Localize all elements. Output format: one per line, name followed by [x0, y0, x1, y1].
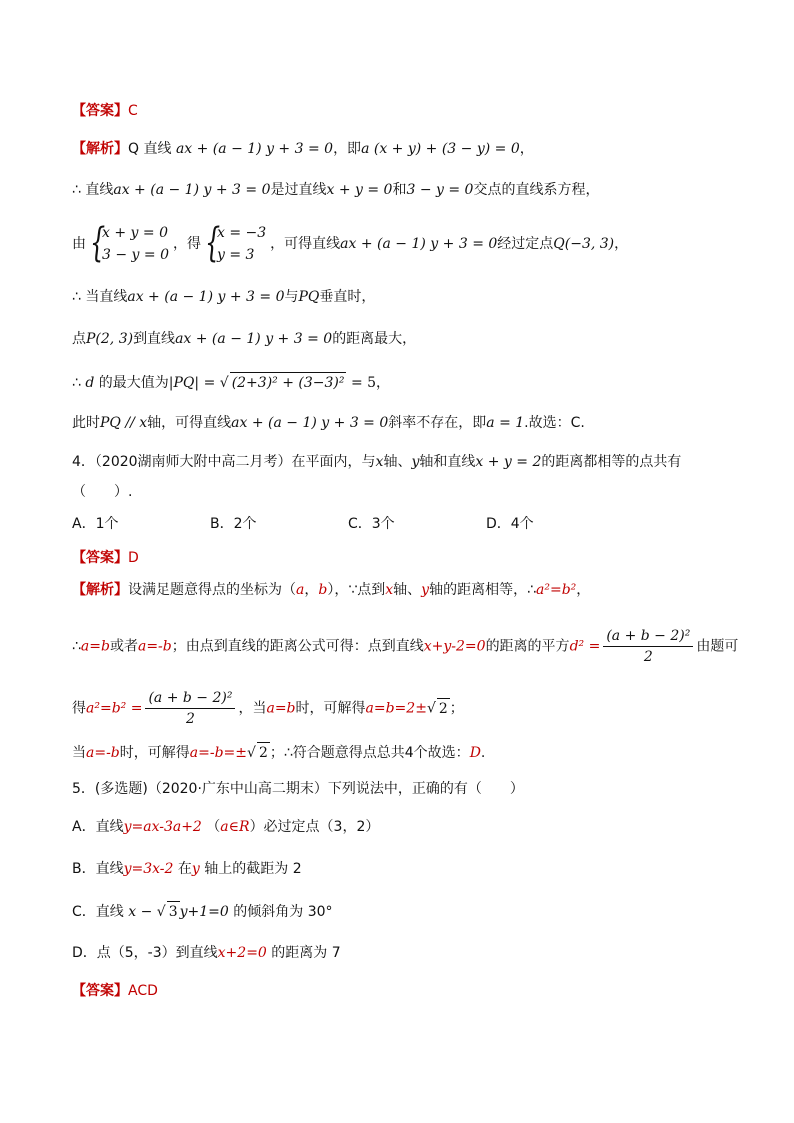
text: Q 直线: [128, 141, 172, 157]
text: 是过直线: [270, 182, 327, 198]
text: ，即: [333, 141, 362, 157]
sqrt-icon: √: [219, 375, 229, 391]
text: （: [206, 819, 221, 835]
text: 在: [177, 861, 192, 877]
sqrt-icon: √: [426, 700, 436, 717]
formula: x: [385, 582, 394, 598]
text: 经过定点: [497, 236, 554, 252]
answer-value: C: [128, 103, 138, 119]
fraction: [603, 626, 693, 667]
sqrt-content: (2+3)² + (3−3)²: [230, 372, 347, 393]
formula: P(2, 3): [86, 331, 134, 347]
text: D．点（5，-3）到直线: [72, 945, 218, 961]
text: ，: [614, 236, 629, 252]
system-row: x + y = 0: [102, 225, 168, 241]
text: 由: [72, 236, 86, 252]
text: 的倾斜角为 30°: [233, 904, 333, 920]
formula: x −: [128, 904, 153, 920]
text: B．直线: [72, 861, 124, 877]
text: ；∴符合题意得点总共4个故选：: [269, 745, 470, 761]
analysis-3-line-5: [72, 329, 416, 349]
formula: a²=b² =: [86, 700, 143, 717]
text: 轴上的截距为 2: [204, 861, 302, 877]
sqrt-content: 3: [167, 901, 180, 922]
text: 斜率不存在，即: [388, 415, 487, 431]
formula: d² =: [569, 638, 601, 655]
analysis-3-line-3: [72, 222, 628, 266]
text: ，: [576, 582, 591, 598]
fraction-denominator: 2: [643, 649, 653, 665]
question-5-stem: 5．(多选题)（2020·广东中山高二期末）下列说法中，正确的有（ ）: [72, 781, 524, 797]
formula: b: [318, 582, 328, 598]
text: ）必过定点（3，2）: [249, 819, 380, 835]
text: 的最大值为: [98, 375, 169, 391]
question-4-option-b: B．2个: [210, 516, 257, 532]
text: 4．（2020湖南师大附中高二月考）在平面内，与: [72, 454, 376, 470]
text: 轴、: [393, 582, 422, 598]
text: ∴ 当直线: [72, 289, 128, 305]
formula: x + y = 2: [475, 454, 542, 470]
analysis-4-line-2: [72, 626, 738, 667]
text: 的距离最大，: [332, 331, 417, 347]
question-4-option-c: C．3个: [348, 516, 395, 532]
text: ，: [304, 582, 319, 598]
text: 到直线: [133, 331, 176, 347]
formula: a=b: [80, 638, 110, 655]
text: 交点的直线系方程，: [473, 182, 600, 198]
analysis-4-line-1: [72, 580, 590, 600]
equation-system-2: { x = −3 y = 3: [205, 220, 267, 266]
text: 此时: [72, 415, 100, 431]
text: .: [480, 745, 486, 761]
text: ，: [519, 141, 534, 157]
answer-4: [72, 548, 139, 568]
formula: x+y-2=0: [423, 638, 486, 655]
text: 垂直时，: [319, 289, 376, 305]
formula: a=-b: [86, 745, 120, 761]
formula: x: [375, 454, 384, 470]
text: ；由点到直线的距离公式可得：点到直线: [171, 638, 424, 655]
text: 得: [72, 700, 86, 717]
answer-value: D: [128, 550, 139, 566]
formula: ax + (a − 1) y + 3 = 0: [127, 289, 285, 305]
formula: a (x + y) + (3 − y) = 0: [361, 141, 520, 157]
system-row: y = 3: [217, 247, 255, 263]
question-4-option-a: A．1个: [72, 516, 119, 532]
question-5-option-d: [72, 943, 341, 963]
formula: y: [191, 861, 200, 877]
answer-3: [72, 101, 138, 121]
question-4-option-d: D．4个: [486, 516, 534, 532]
text: .故选：C.: [524, 415, 585, 431]
formula: PQ // x: [100, 415, 148, 431]
text: 轴、: [383, 454, 412, 470]
analysis-3-line-4: [72, 287, 375, 307]
text: ∴: [72, 638, 81, 655]
fraction-numerator: (a + b − 2)²: [145, 688, 235, 709]
fraction-denominator: 2: [186, 711, 195, 727]
answer-tag: 【答案】: [72, 983, 128, 999]
answer-tag: 【答案】: [72, 103, 128, 119]
text: ∴ 直线: [72, 182, 114, 198]
answer-value: ACD: [128, 983, 158, 999]
formula: ax + (a − 1) y + 3 = 0: [340, 236, 498, 252]
formula: a=b: [266, 700, 296, 717]
text: 的距离都相等的点共有: [541, 454, 682, 470]
sqrt-icon: √: [247, 745, 256, 761]
formula: y: [411, 454, 420, 470]
text: 时，可解得: [119, 745, 190, 761]
sqrt-content: 2: [257, 742, 270, 763]
analysis-3-line-2: [72, 180, 599, 200]
analysis-tag: 【解析】: [72, 141, 128, 157]
text: 设满足题意得点的坐标为（: [128, 582, 296, 598]
text: ∴: [72, 375, 81, 391]
sqrt-icon: √: [156, 904, 166, 920]
analysis-3-line-7: [72, 413, 585, 433]
formula: ax + (a − 1) y + 3 = 0: [231, 415, 389, 431]
formula: a=-b: [137, 638, 172, 655]
question-4-stem: [72, 452, 681, 472]
formula: |PQ| =: [168, 375, 216, 391]
text: ，当: [238, 700, 267, 717]
text: ，得: [173, 236, 201, 252]
fraction-numerator: (a + b − 2)²: [603, 626, 693, 647]
formula: a=b=2±: [365, 700, 427, 717]
formula: a²=b²: [536, 582, 577, 598]
formula: a: [296, 582, 305, 598]
sqrt-content: 2: [437, 698, 450, 719]
text: 轴，可得直线: [147, 415, 232, 431]
formula: a = 1: [486, 415, 525, 431]
formula: Q(−3, 3): [553, 236, 615, 252]
formula: x + y = 0: [326, 182, 393, 198]
formula: ax + (a − 1) y + 3 = 0: [113, 182, 271, 198]
answer-5: [72, 981, 158, 1001]
analysis-4-line-4: [72, 742, 485, 763]
question-5-option-c: [72, 901, 333, 922]
text: 或者: [109, 638, 138, 655]
formula: D: [469, 745, 481, 761]
question-5-option-a: [72, 817, 379, 837]
formula: ax + (a − 1) y + 3 = 0: [175, 331, 333, 347]
formula: a=-b=±: [189, 745, 248, 761]
text: 时，可解得: [295, 700, 366, 717]
system-row: x = −3: [217, 225, 267, 241]
formula: a∈R: [220, 819, 250, 835]
formula: y=ax-3a+2: [123, 819, 202, 835]
analysis-4-line-3: [72, 688, 464, 729]
fraction: [145, 688, 235, 729]
text: 和: [392, 182, 407, 198]
text: 当: [72, 745, 86, 761]
text: C．直线: [72, 904, 124, 920]
text: ），∵点到: [327, 582, 386, 598]
question-4-stem-2: （ ）.: [72, 484, 133, 500]
analysis-3-line-1: [72, 139, 534, 159]
text: 与: [284, 289, 299, 305]
text: ，可得直线: [270, 236, 341, 252]
formula: ax + (a − 1) y + 3 = 0: [175, 141, 334, 157]
analysis-3-line-6: [72, 372, 390, 393]
formula: d: [85, 375, 95, 391]
formula: y=3x-2: [123, 861, 174, 877]
equation-system-1: { x + y = 0 3 − y = 0: [90, 220, 169, 266]
system-row: 3 − y = 0: [102, 247, 169, 263]
answer-tag: 【答案】: [72, 550, 128, 566]
text: ；: [449, 700, 464, 717]
text: 由题可: [696, 638, 739, 655]
question-5-option-b: [72, 859, 302, 879]
text: 的距离的平方: [485, 638, 570, 655]
analysis-tag: 【解析】: [72, 582, 128, 598]
formula: y: [421, 582, 430, 598]
formula: 3 − y = 0: [406, 182, 474, 198]
text: 轴和直线: [419, 454, 476, 470]
formula: x+2=0: [217, 945, 267, 961]
formula: y+1=0: [179, 904, 229, 920]
text: 的距离为 7: [271, 945, 341, 961]
text: 轴的距离相等，∴: [429, 582, 536, 598]
formula: = 5，: [350, 375, 391, 391]
text: A．直线: [72, 819, 124, 835]
formula: PQ: [298, 289, 320, 305]
text: 点: [72, 331, 86, 347]
